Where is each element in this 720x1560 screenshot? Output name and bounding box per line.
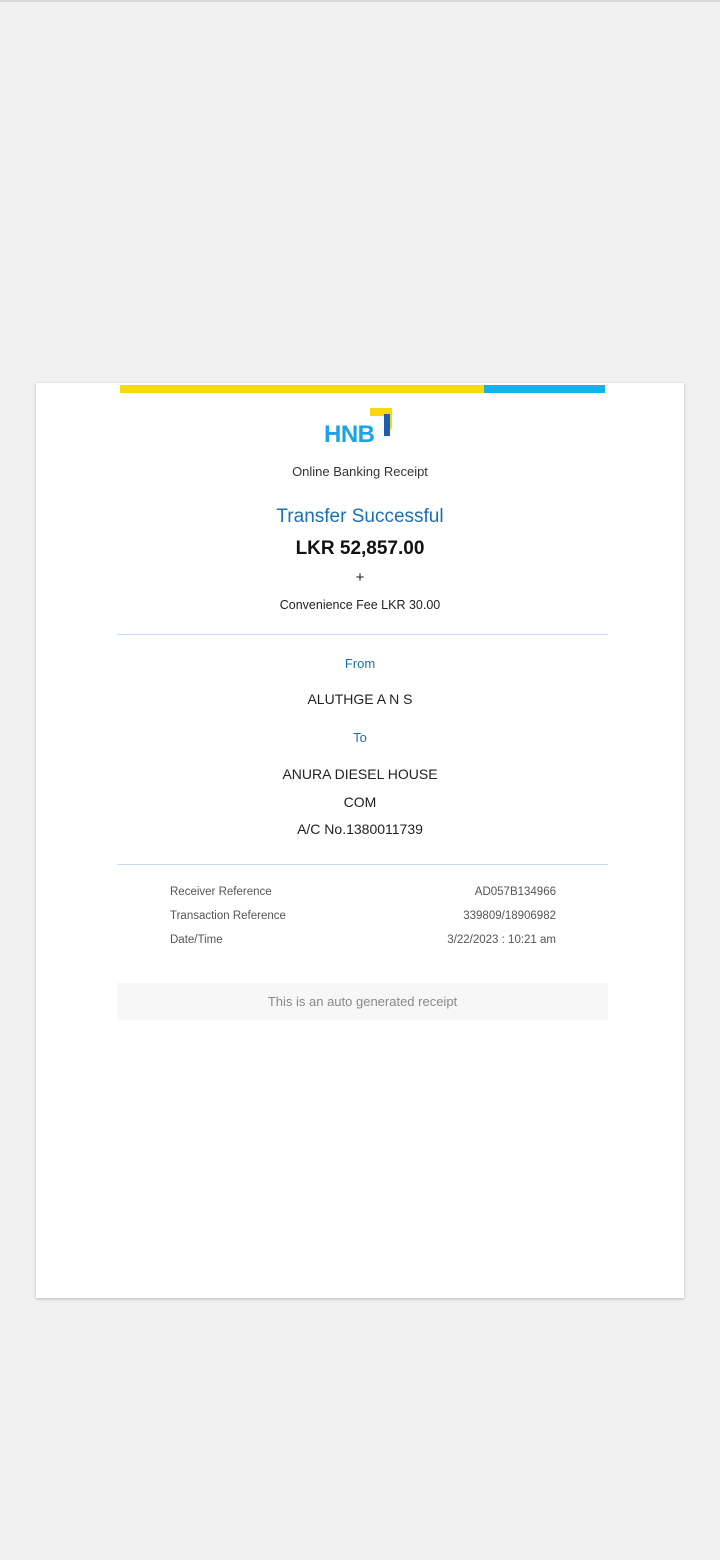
detail-value: 339809/18906982 — [463, 910, 556, 922]
brand-bar-yellow — [120, 385, 484, 393]
logo-text: HNB — [324, 421, 375, 448]
detail-value: 3/22/2023 : 10:21 am — [447, 934, 556, 946]
detail-row — [170, 886, 556, 910]
to-label: To — [353, 730, 367, 745]
divider-top — [117, 634, 608, 635]
hnb-logo — [324, 408, 404, 448]
from-label: From — [344, 656, 376, 671]
convenience-fee: Convenience Fee LKR 30.00 — [279, 598, 441, 612]
detail-label: Transaction Reference — [170, 910, 286, 922]
logo-mark-icon — [370, 408, 402, 440]
transfer-status: Transfer Successful — [276, 506, 444, 527]
detail-label: Receiver Reference — [170, 886, 272, 898]
divider-bottom — [117, 864, 608, 865]
plus-sign: + — [355, 569, 365, 586]
detail-label: Date/Time — [170, 934, 223, 946]
detail-value: AD057B134966 — [474, 886, 556, 898]
to-name-line1: ANURA DIESEL HOUSE — [282, 766, 438, 782]
to-account-number: A/C No.1380011739 — [297, 821, 423, 837]
brand-color-bar — [120, 385, 605, 393]
receipt-card — [36, 383, 684, 1298]
detail-row — [170, 934, 556, 958]
receipt-subtitle: Online Banking Receipt — [292, 464, 428, 479]
from-name: ALUTHGE A N S — [307, 691, 413, 707]
to-name-line2: COM — [343, 794, 377, 810]
brand-bar-blue — [484, 385, 605, 393]
reference-details — [170, 886, 556, 958]
detail-row — [170, 910, 556, 934]
auto-generated-note: This is an auto generated receipt — [117, 983, 608, 1020]
status-bar-edge — [0, 0, 720, 2]
transfer-amount: LKR 52,857.00 — [295, 538, 425, 559]
